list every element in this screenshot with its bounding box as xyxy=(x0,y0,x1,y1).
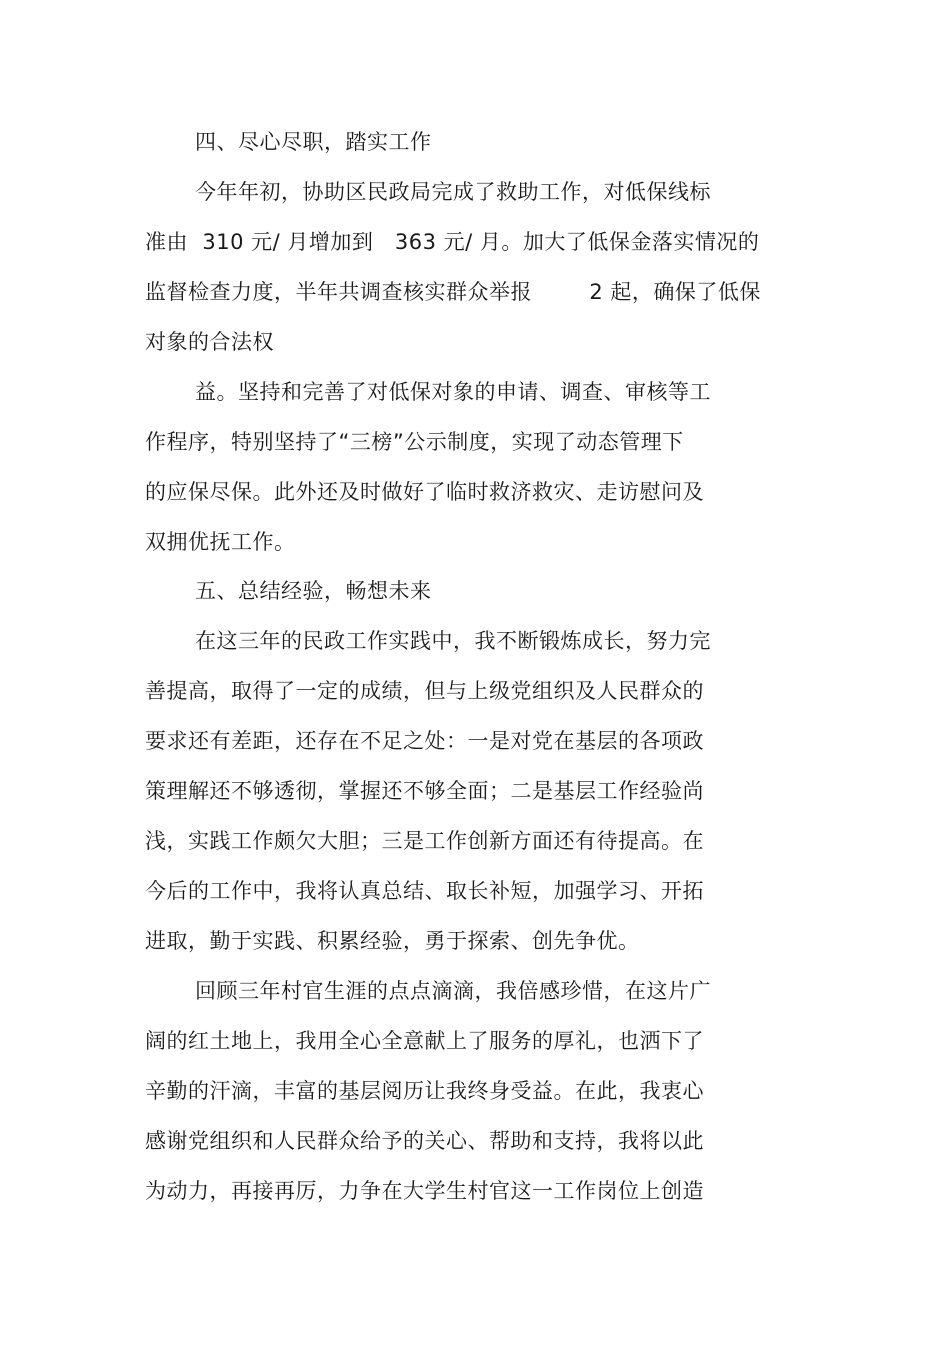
paragraph-line: 今年年初，协助区民政局完成了救助工作，对低保线标 xyxy=(195,180,711,204)
paragraph-line: 的应保尽保。此外还及时做好了临时救济救灾、走访慰问及 xyxy=(145,480,704,504)
paragraph-line: 双拥优抚工作。 xyxy=(145,530,296,554)
paragraph-line: 益。坚持和完善了对低保对象的申请、调查、审核等工 xyxy=(195,380,711,404)
paragraph-line: 辛勤的汗滴，丰富的基层阅历让我终身受益。在此，我衷心 xyxy=(145,1079,704,1103)
paragraph-line: 进取，勤于实践、积累经验，勇于探索、创先争优。 xyxy=(145,929,640,953)
paragraph-line: 为动力，再接再厉，力争在大学生村官这一工作岗位上创造 xyxy=(145,1179,704,1203)
section-heading-5: 五、总结经验，畅想未来 xyxy=(195,579,432,603)
paragraph-line: 阔的红土地上，我用全心全意献上了服务的厚礼，也洒下了 xyxy=(145,1029,704,1053)
paragraph-line: 感谢党组织和人民群众给予的关心、帮助和支持，我将以此 xyxy=(145,1129,704,1153)
paragraph-line: 监督检查力度，半年共调查核实群众举报 2 起，确保了低保 xyxy=(145,280,761,304)
paragraph-line: 对象的合法权 xyxy=(145,330,274,354)
paragraph-line: 在这三年的民政工作实践中，我不断锻炼成长，努力完 xyxy=(195,629,711,653)
paragraph-line: 要求还有差距，还存在不足之处：一是对党在基层的各项政 xyxy=(145,729,704,753)
paragraph-line: 回顾三年村官生涯的点点滴滴，我倍感珍惜，在这片广 xyxy=(195,979,711,1003)
paragraph-line: 策理解还不够透彻，掌握还不够全面；二是基层工作经验尚 xyxy=(145,779,704,803)
section-heading-4: 四、尽心尽职，踏实工作 xyxy=(195,130,432,154)
paragraph-line: 浅，实践工作颇欠大胆；三是工作创新方面还有待提高。在 xyxy=(145,829,704,853)
paragraph-line: 作程序，特别坚持了“三榜”公示制度，实现了动态管理下 xyxy=(145,430,684,454)
paragraph-line: 准由 310 元/ 月增加到 363 元/ 月。加大了低保金落实情况的 xyxy=(145,230,760,254)
paragraph-line: 善提高，取得了一定的成绩，但与上级党组织及人民群众的 xyxy=(145,679,704,703)
paragraph-line: 今后的工作中，我将认真总结、取长补短，加强学习、开拓 xyxy=(145,879,704,903)
